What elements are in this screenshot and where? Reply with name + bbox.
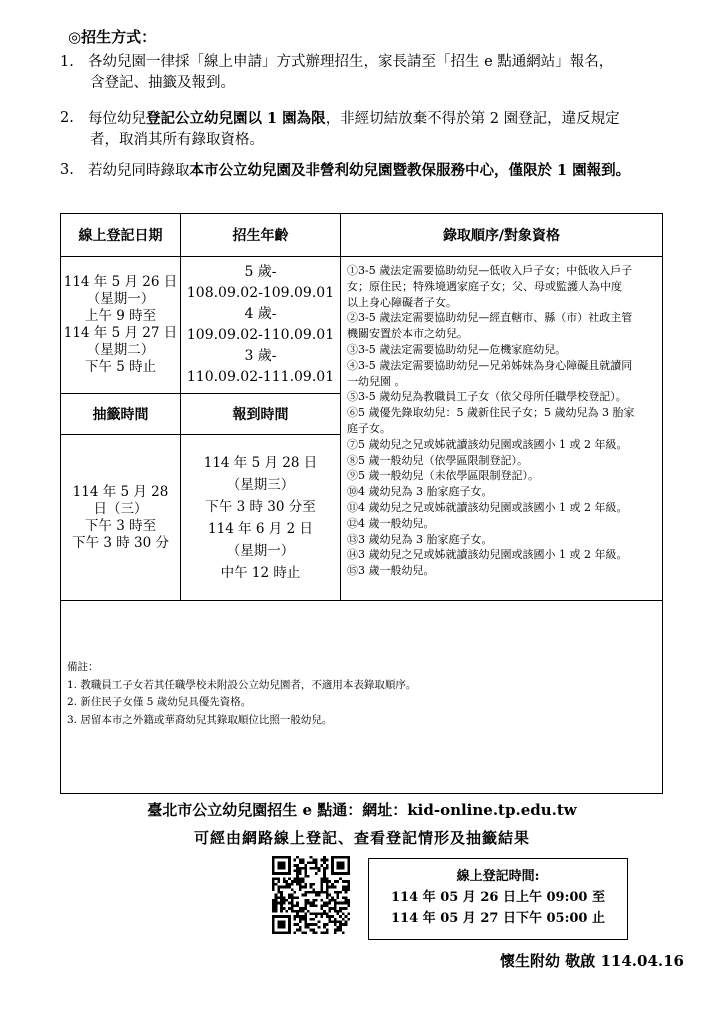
admission-order-line: ⑪4 歲幼兒之兄或姊就讀該幼兒園或該國小 1 或 2 年級。 <box>347 500 628 514</box>
admission-order-line: 一幼兒園 。 <box>347 374 406 388</box>
enrollment-age-line: 5 歲- <box>244 264 277 280</box>
header-registration-date: 線上登記日期 <box>61 214 181 257</box>
admission-order-line: ①3-5 歲法定需要協助幼兒—低收入戶子女；中低收入戶子 <box>347 264 633 277</box>
note-line: 2. 新住民子女僅 5 歲幼兒具優先資格。 <box>67 696 252 708</box>
header-enrollment-age: 招生年齡 <box>181 214 341 257</box>
section-heading: ◎招生方式： <box>68 28 157 46</box>
registration-date-line: 114 年 5 月 27 日 <box>63 325 178 341</box>
rule-text: ，非經切結放棄不得於第 2 園登記，違反規定 <box>325 111 620 127</box>
admission-order-line: 機關安置於本市之幼兒。 <box>347 327 468 341</box>
enrollment-age-line: 108.09.02-109.09.01 <box>186 285 335 301</box>
website-line: 臺北市公立幼兒園招生 e 點通：網址：kid-online.tp.edu.tw <box>147 801 577 819</box>
header-report-time: 報到時間 <box>181 394 341 435</box>
registration-date-cell <box>61 257 181 394</box>
registration-date-line: 下午 5 時止 <box>84 359 157 375</box>
header-lottery-time: 抽籤時間 <box>61 394 181 435</box>
admission-order-line: 以上身心障礙者子女。 <box>347 295 457 309</box>
admission-order-line: ⑤3-5 歲幼兒為教職員工子女（依父母所任職學校登記）。 <box>347 390 627 404</box>
report-time-line: 114 年 5 月 28 日 <box>203 454 318 471</box>
admission-order-line: ⑮3 歲一般幼兒。 <box>347 564 435 578</box>
admission-order-line: ⑩4 歲幼兒為 3 胎家庭子女。 <box>347 485 493 499</box>
rule-item <box>60 52 660 94</box>
signature: 懷生附幼 敬啟 114.04.16 <box>500 952 684 970</box>
lottery-time-line: 114 年 5 月 28 <box>72 483 169 500</box>
enrollment-age-line: 110.09.02-111.09.01 <box>186 369 335 385</box>
admission-order-line: ④3-5 歲法定需要協助幼兒—兄弟姊妹為身心障礙且就讀同 <box>347 358 633 372</box>
report-time-line: 中午 12 時止 <box>220 564 301 581</box>
rule-line <box>88 108 660 130</box>
admission-order-line: ⑥5 歲優先錄取幼兒：5 歲新住民子女；5 歲幼兒為 3 胎家 <box>347 406 635 420</box>
enrollment-age-cell <box>181 257 341 394</box>
lottery-time-line: 下午 3 時 30 分 <box>72 534 169 551</box>
registration-date-line: （星期二） <box>86 342 155 358</box>
report-time-cell <box>181 435 341 601</box>
box-title: 線上登記時間: <box>456 869 540 884</box>
lottery-time-line: 日（三） <box>93 500 148 517</box>
website-description: 可經由網路線上登記、查看登記情形及抽籤結果 <box>193 829 530 847</box>
rule-line <box>88 160 660 182</box>
note-line: 3. 居留本市之外籍或華裔幼兒其錄取順位比照一般幼兒。 <box>67 713 333 726</box>
rule-number: 3. <box>60 162 74 178</box>
enrollment-age-line: 4 歲- <box>244 306 277 322</box>
header-admission-order: 錄取順序/對象資格 <box>341 214 663 257</box>
report-time-line: 下午 3 時 30 分至 <box>205 498 316 515</box>
lottery-time-line: 下午 3 時至 <box>84 517 157 534</box>
box-line-2: 114 年 05 月 27 日下午 05:00 止 <box>391 911 605 926</box>
rule-number: 1. <box>60 54 74 70</box>
admission-order-line: ⑦5 歲幼兒之兄或姊就讀該幼兒園或該國小 1 或 2 年級。 <box>347 437 628 451</box>
enrollment-age-line: 3 歲- <box>244 348 277 364</box>
rule-text: 者，取消其所有錄取資格。 <box>90 132 264 148</box>
admission-order-line: ③3-5 歲法定需要協助幼兒—危機家庭幼兒。 <box>347 342 567 356</box>
admission-order-line: ②3-5 歲法定需要協助幼兒—經直轄市、縣（市）社政主管 <box>347 311 633 325</box>
admission-order-line: ⑧5 歲一般幼兒（依學區限制登記）。 <box>347 453 528 467</box>
admission-order-cell <box>341 257 663 601</box>
admission-order-line: ⑫4 歲一般幼兒。 <box>347 516 435 530</box>
rule-text: 含登記、抽籤及報到。 <box>90 75 235 91</box>
note-line: 1. 教職員工子女若其任職學校未附設公立幼兒園者，不適用本表錄取順序。 <box>67 678 417 691</box>
qr-code <box>272 856 350 934</box>
lottery-time-cell <box>61 435 181 601</box>
admission-order-line: 女；原住民；特殊境遇家庭子女；父、母或監護人為中度 <box>347 279 622 293</box>
rule-number: 2. <box>60 110 74 126</box>
rule-text: 各幼兒園一律採「線上申請」方式辦理招生，家長請至「招生 e 點通網站」報名， <box>88 54 614 70</box>
registration-date-line: （星期一） <box>86 291 155 307</box>
rule-line <box>88 73 660 94</box>
report-time-line: （星期一） <box>226 542 295 559</box>
report-time-line: 114 年 6 月 2 日 <box>208 520 313 537</box>
enrollment-age-line: 109.09.02-110.09.01 <box>186 327 335 343</box>
rule-line <box>88 130 660 151</box>
registration-date-line: 114 年 5 月 26 日 <box>63 274 178 290</box>
rule-text: 每位幼兒 <box>88 111 146 127</box>
rule-text: 若幼兒同時錄取 <box>88 163 190 179</box>
report-time-line: （星期三） <box>226 476 295 493</box>
admission-order-line: ⑭3 歲幼兒之兄或姊就讀該幼兒園或該國小 1 或 2 年級。 <box>347 548 628 562</box>
registration-time-box <box>368 858 628 940</box>
box-line-1: 114 年 05 月 26 日上午 09:00 至 <box>391 890 605 905</box>
notes-title: 備註： <box>67 661 99 673</box>
rule-item <box>60 160 660 185</box>
rule-emphasis: 本市公立幼兒園及非營利幼兒園暨教保服務中心，僅限於 1 園報到。 <box>189 162 631 179</box>
notes-cell <box>61 601 663 794</box>
rule-emphasis: 登記公立幼兒園以 1 園為限 <box>146 110 326 127</box>
registration-date-line: 上午 9 時至 <box>84 308 157 324</box>
rule-line <box>88 52 660 73</box>
admission-table <box>60 213 663 794</box>
admission-order-line: 庭子女。 <box>347 421 391 435</box>
admission-order-line: ⑬3 歲幼兒為 3 胎家庭子女。 <box>347 532 493 546</box>
rule-item <box>60 108 660 154</box>
admission-order-line: ⑨5 歲一般幼兒（未依學區限制登記）。 <box>347 469 539 483</box>
